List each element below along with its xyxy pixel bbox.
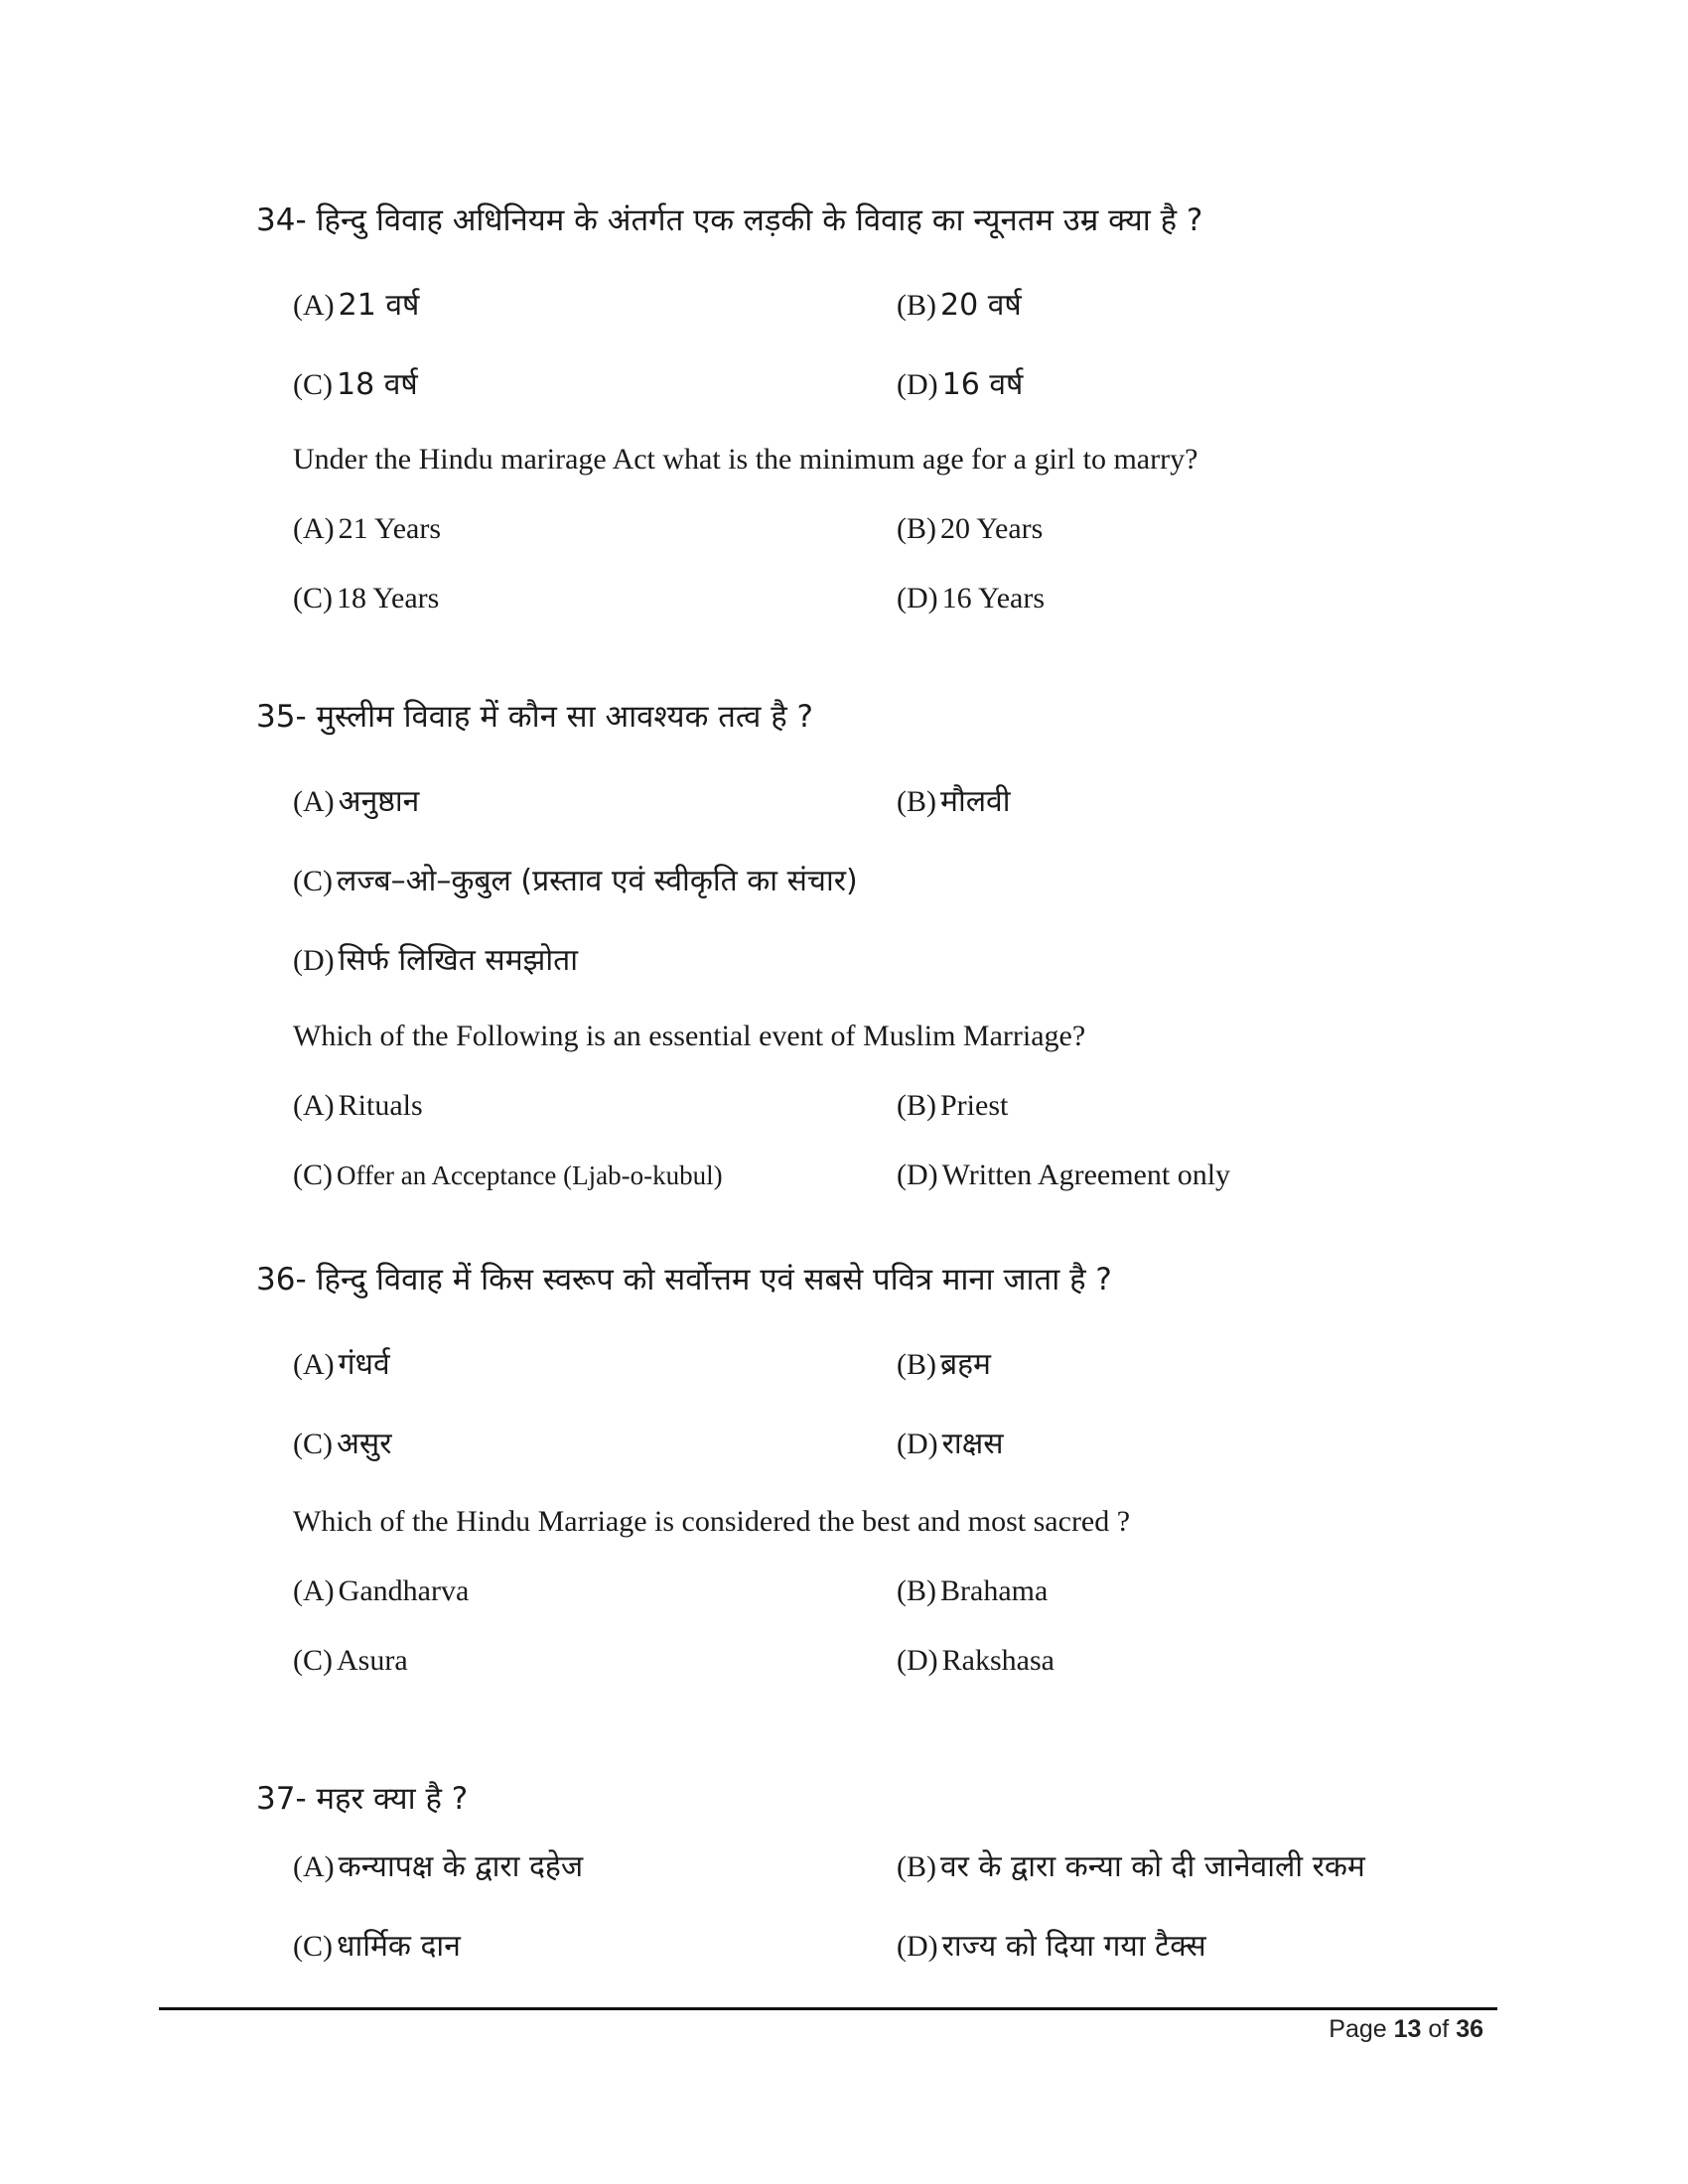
option-text: Asura <box>337 1644 408 1677</box>
option-text: धार्मिक दान <box>337 1929 461 1964</box>
question-34-hindi: 34- हिन्दु विवाह अधिनियम के अंतर्गत एक लड़की के विवाह का न्यूनतम उम्र क्या है ? <box>256 203 1203 238</box>
q36-hindi-option-a <box>293 1342 390 1383</box>
q37-hindi-option-b <box>897 1844 1365 1885</box>
question-34-english: Under the Hindu marirage Act what is the minimum age for a girl to marry? <box>293 443 1198 476</box>
option-text: असुर <box>337 1427 392 1461</box>
option-label: (D) <box>897 1644 938 1677</box>
option-label: (C) <box>293 582 333 614</box>
q35-english-option-b <box>897 1089 1008 1123</box>
q35-hindi-option-d <box>293 938 578 979</box>
option-text: ब्रहम <box>940 1347 991 1382</box>
question-36-english: Which of the Hindu Marriage is considered the best and most sacred ? <box>293 1505 1131 1538</box>
q37-hindi-option-c <box>293 1924 461 1965</box>
q36-hindi-option-b <box>897 1342 991 1383</box>
option-text: वर के द्वारा कन्या को दी जानेवाली रकम <box>940 1849 1365 1884</box>
q35-hindi-option-b <box>897 779 1011 820</box>
q35-hindi-option-a <box>293 779 419 820</box>
option-text: Offer an Acceptance (Ljab-o-kubul) <box>337 1160 723 1190</box>
option-text: कन्यापक्ष के द्वारा दहेज <box>338 1849 584 1884</box>
option-text: 18 वर्ष <box>337 367 418 402</box>
option-text: Gandharva <box>338 1574 470 1607</box>
option-text: मौलवी <box>940 784 1011 819</box>
question-35-english: Which of the Following is an essential event of Muslim Marriage? <box>293 1020 1086 1052</box>
option-text: Brahama <box>940 1574 1049 1607</box>
option-label: (C) <box>293 1159 333 1191</box>
q34-hindi-option-c <box>293 362 418 403</box>
option-label: (D) <box>897 1428 938 1460</box>
option-label: (B) <box>897 289 936 322</box>
option-label: (D) <box>897 1159 938 1191</box>
of-word: of <box>1428 2015 1450 2043</box>
option-label: (C) <box>293 368 333 401</box>
page-word: Page <box>1329 2015 1387 2043</box>
option-text: अनुष्ठान <box>338 784 420 819</box>
q34-english-option-a <box>293 512 441 546</box>
q34-hindi-option-a <box>293 283 419 324</box>
option-label: (A) <box>293 1089 335 1122</box>
q36-english-option-d <box>897 1644 1055 1678</box>
option-label: (B) <box>897 785 936 818</box>
option-text: 16 वर्ष <box>941 367 1024 402</box>
option-label: (A) <box>293 785 335 818</box>
q35-hindi-option-c <box>293 859 858 899</box>
option-label: (A) <box>293 1348 335 1381</box>
q34-hindi-option-b <box>897 283 1022 324</box>
q35-english-option-c <box>293 1159 723 1192</box>
q34-english-option-b <box>897 512 1043 546</box>
q34-english-option-c <box>293 582 439 615</box>
option-text: Rakshasa <box>941 1644 1055 1677</box>
q34-english-option-d <box>897 582 1045 615</box>
q37-hindi-option-d <box>897 1924 1206 1965</box>
option-text: गंधर्व <box>338 1347 390 1382</box>
option-text: 21 Years <box>338 512 442 545</box>
option-text: सिर्फ लिखित समझोता <box>338 943 578 978</box>
option-label: (D) <box>897 582 938 614</box>
option-label: (B) <box>897 1850 936 1883</box>
option-label: (A) <box>293 512 335 545</box>
q37-hindi-option-a <box>293 1844 583 1885</box>
q36-hindi-option-d <box>897 1422 1004 1462</box>
option-text: 20 वर्ष <box>940 288 1022 323</box>
q36-hindi-option-c <box>293 1422 391 1462</box>
option-label: (B) <box>897 1348 936 1381</box>
option-label: (C) <box>293 865 333 897</box>
option-label: (D) <box>897 1930 938 1963</box>
question-37-hindi: 37- महर क्या है ? <box>256 1781 469 1817</box>
option-text: राज्य को दिया गया टैक्स <box>941 1929 1206 1964</box>
option-label: (B) <box>897 1089 936 1122</box>
page-number <box>1329 2015 1483 2044</box>
option-text: Priest <box>940 1089 1009 1122</box>
option-text: Rituals <box>338 1089 423 1122</box>
q35-english-option-d <box>897 1159 1230 1192</box>
q36-english-option-c <box>293 1644 408 1678</box>
option-text: लज्ब–ओ–कुबुल (प्रस्ताव एवं स्वीकृति का संचार) <box>337 864 858 898</box>
option-text: 20 Years <box>940 512 1044 545</box>
option-text: 18 Years <box>337 582 440 614</box>
option-label: (A) <box>293 289 335 322</box>
option-text: 16 Years <box>941 582 1046 614</box>
option-text: 21 वर्ष <box>338 288 420 323</box>
option-label: (B) <box>897 1574 936 1607</box>
q36-english-option-b <box>897 1574 1048 1608</box>
option-label: (B) <box>897 512 936 545</box>
q35-english-option-a <box>293 1089 423 1123</box>
option-label: (D) <box>293 944 335 977</box>
question-36-hindi: 36- हिन्दु विवाह में किस स्वरूप को सर्वोत्तम एवं सबसे पवित्र माना जाता है ? <box>256 1262 1112 1297</box>
current-page: 13 <box>1393 2015 1422 2043</box>
option-label: (C) <box>293 1428 333 1460</box>
option-label: (A) <box>293 1574 335 1607</box>
footer-divider <box>159 2007 1497 2010</box>
option-label: (D) <box>897 368 938 401</box>
question-35-hindi: 35- मुस्लीम विवाह में कौन सा आवश्यक तत्व है ? <box>256 699 813 735</box>
option-label: (C) <box>293 1930 333 1963</box>
total-pages: 36 <box>1456 2015 1483 2043</box>
option-label: (C) <box>293 1644 333 1677</box>
q34-hindi-option-d <box>897 362 1023 403</box>
option-label: (A) <box>293 1850 335 1883</box>
option-text: Written Agreement only <box>941 1159 1231 1191</box>
option-text: राक्षस <box>941 1427 1004 1461</box>
q36-english-option-a <box>293 1574 469 1608</box>
